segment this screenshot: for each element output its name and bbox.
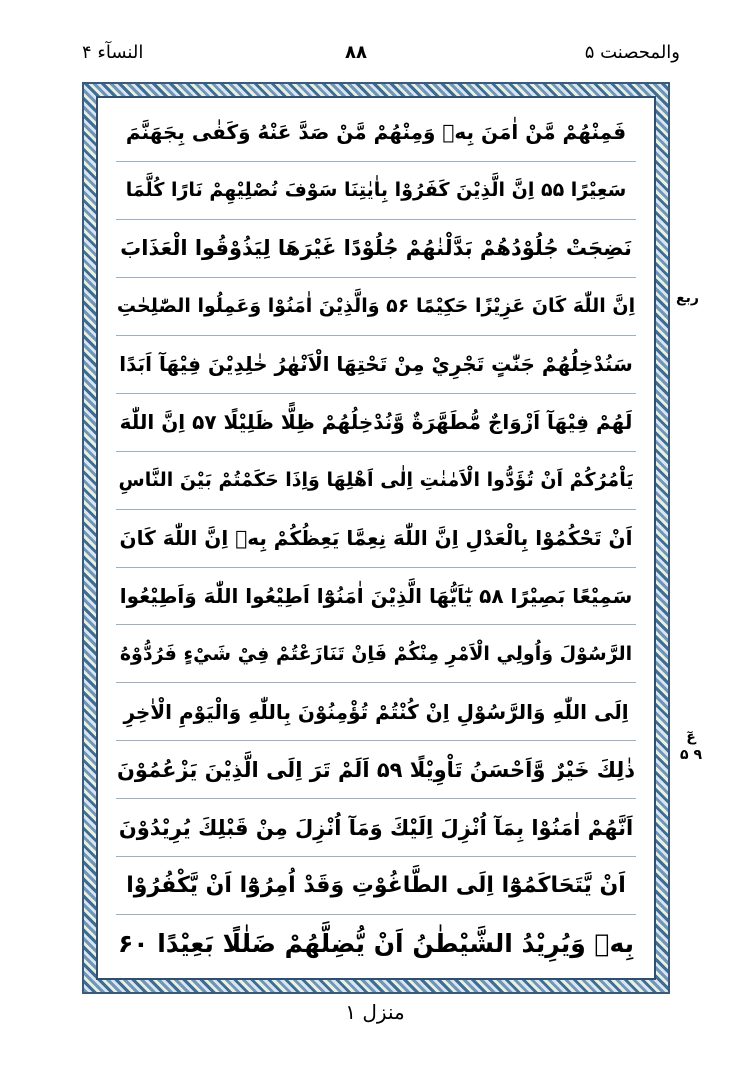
ruku-marker: ربع bbox=[676, 290, 699, 306]
verse-line: اَنْ تَحْكُمُوْا بِالْعَدْلِ اِنَّ اللّٰهَ نِعِمَّا يَعِظُكُمْ بِهٖ اِنَّ اللّٰهَ كَانَ bbox=[116, 510, 636, 568]
verse-line: فَمِنْهُمْ مَّنْ اٰمَنَ بِهٖ وَمِنْهُمْ مَّنْ صَدَّ عَنْهُ وَكَفٰى بِجَهَنَّمَ bbox=[116, 104, 636, 162]
verse-line: لَهُمْ فِيْهَآ اَزْوَاجٌ مُّطَهَّرَةٌ وَّنُدْخِلُهُمْ ظِلًّا ظَلِيْلًا ۵۷ اِنَّ اللّٰهَ bbox=[116, 394, 636, 452]
page-number: ۸۸ bbox=[345, 42, 367, 63]
verse-line: اِلَى اللّٰهِ وَالرَّسُوْلِ اِنْ كُنْتُمْ تُؤْمِنُوْنَ بِاللّٰهِ وَالْيَوْمِ الْاٰخِرِ bbox=[116, 683, 636, 741]
verse-line: بِهٖ وَيُرِيْدُ الشَّيْطٰنُ اَنْ يُّضِلَّهُمْ ضَلٰلًا بَعِيْدًا ۶۰ bbox=[117, 929, 635, 959]
text-panel bbox=[96, 96, 656, 980]
manzil-footer: منزل ۱ bbox=[345, 1000, 405, 1024]
verse-line: اَنَّهُمْ اٰمَنُوْا بِمَآ اُنْزِلَ اِلَيْكَ وَمَآ اُنْزِلَ مِنْ قَبْلِكَ يُرِيْدُوْنَ bbox=[116, 799, 636, 857]
page-header bbox=[0, 0, 750, 88]
verse-line: سَنُدْخِلُهُمْ جَنّٰتٍ تَجْرِيْ مِنْ تَحْتِهَا الْاَنْهٰرُ خٰلِدِيْنَ فِيْهَآ اَبَدًا bbox=[116, 336, 636, 394]
verse-line: سَمِيْعًا بَصِيْرًا ۵۸ يٰٓاَيُّهَا الَّذِيْنَ اٰمَنُوْٓا اَطِيْعُوا اللّٰهَ وَاَطِيْعُوا bbox=[116, 568, 636, 626]
surah-name: النسآء ۴ bbox=[82, 42, 144, 63]
verse-line: اِنَّ اللّٰهَ كَانَ عَزِيْزًا حَكِيْمًا ۵۶ وَالَّذِيْنَ اٰمَنُوْا وَعَمِلُوا الصّٰلِحٰتِ bbox=[116, 278, 636, 336]
verse-line: نَضِجَتْ جُلُوْدُهُمْ بَدَّلْنٰهُمْ جُلُوْدًا غَيْرَهَا لِيَذُوْقُوا الْعَذَابَ bbox=[116, 220, 636, 278]
verse-line: اَنْ يَّتَحَاكَمُوْٓا اِلَى الطَّاغُوْتِ وَقَدْ اُمِرُوْٓا اَنْ يَّكْفُرُوْا bbox=[116, 857, 636, 915]
ornamental-border bbox=[82, 82, 670, 994]
verse-line: سَعِيْرًا ۵۵ اِنَّ الَّذِيْنَ كَفَرُوْا بِاٰيٰتِنَا سَوْفَ نُصْلِيْهِمْ نَارًا كُلَّمَا bbox=[116, 162, 636, 220]
verse-line: ذٰلِكَ خَيْرٌ وَّاَحْسَنُ تَاْوِيْلًا ۵۹ اَلَمْ تَرَ اِلَى الَّذِيْنَ يَزْعُمُوْنَ bbox=[116, 741, 636, 799]
juz-name: والمحصنت ۵ bbox=[584, 42, 680, 63]
verse-line: الرَّسُوْلَ وَاُولِي الْاَمْرِ مِنْكُمْ فَاِنْ تَنَازَعْتُمْ فِيْ شَيْءٍ فَرُدُّوْهُ bbox=[116, 625, 636, 683]
ain-marker: عٓ ۹ ۵ bbox=[680, 729, 702, 763]
verse-lines bbox=[116, 104, 636, 972]
verse-line: يَاْمُرُكُمْ اَنْ تُؤَدُّوا الْاَمٰنٰتِ اِلٰى اَهْلِهَا وَاِذَا حَكَمْتُمْ بَيْنَ النَّاسِ bbox=[116, 452, 636, 510]
